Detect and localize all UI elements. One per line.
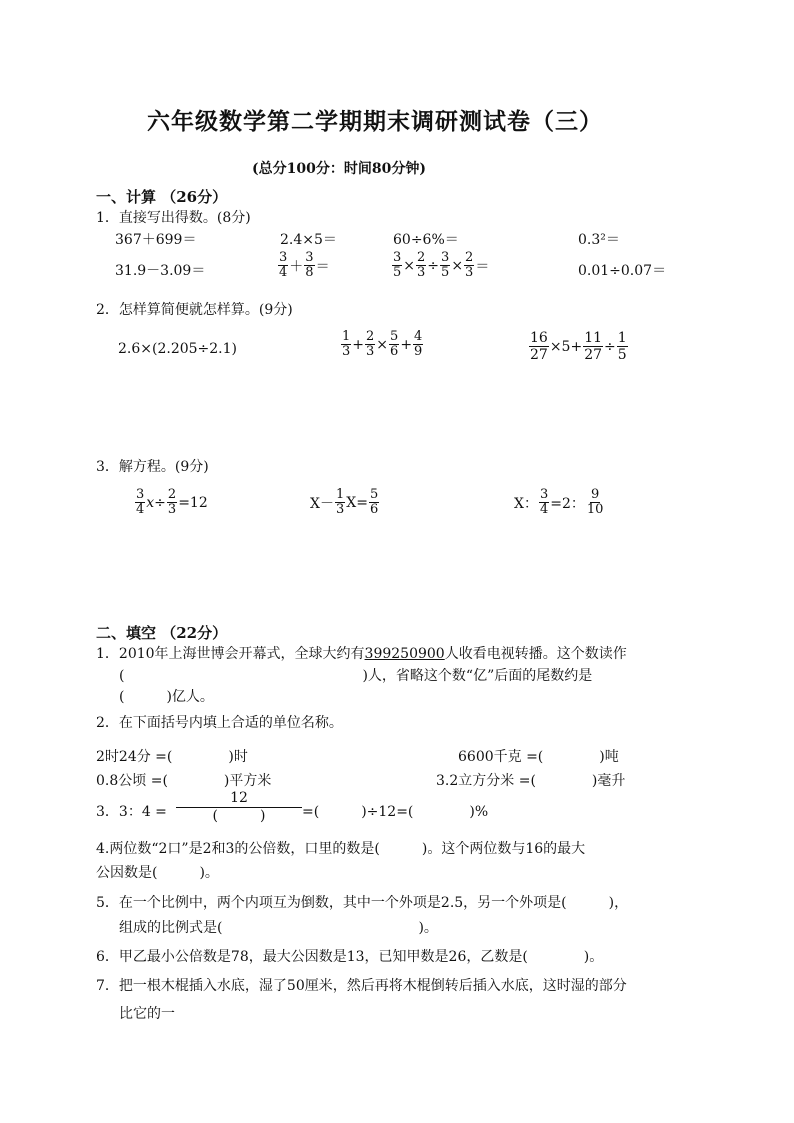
fill-q2-d: 3.2立方分米 =( )毫升 [436,773,626,789]
section2-heading: 二、填空 （22分） [96,624,228,642]
fraction: $\frac{1}{3}$ [335,487,345,517]
fill-q3-pre: 3．3：4 = [96,804,167,820]
fill-q5-line2: 组成的比例式是( )。 [119,920,438,936]
fill-q1-line2: ( )人，省略这个数“亿”后面的尾数约是 [119,668,593,684]
fraction: $\frac{4}{9}$ [414,329,423,359]
fill-q1-line3: ( )亿人。 [119,689,214,705]
q2-expr-1: 2.6×(2.205÷2.1) [118,341,237,357]
q1-item-7: $\frac{3}{5}$ × $\frac{2}{3}$ ÷ $\frac{3}{5}$ × $\frac{2}{3}$ ＝ [393,250,490,280]
fill-q5-line1: 5．在一个比例中，两个内项互为倒数，其中一个外项是2.5，另一个外项是( )， [96,895,629,911]
fill-q6: 6．甲乙最小公倍数是78，最大公因数是13，已知甲数是26，乙数是( )。 [96,949,604,965]
q1-item-5: 31.9－3.09＝ [115,263,206,279]
fraction: $\frac{9}{10}$ [586,487,604,517]
fill-q2-c: 0.8公顷 =( )平方米 [96,773,272,789]
fill-q7-line2: 比它的一 [119,1006,175,1022]
fill-q3-post: =( )÷12=( )% [302,804,489,820]
q3-equation-2: X－ $\frac{1}{3}$ X= $\frac{5}{6}$ [310,487,379,517]
q1-item-2: 2.4×5＝ [280,232,337,248]
q2-label: 2．怎样算简便就怎样算。(9分) [96,302,293,318]
fraction: $\frac{3}{5}$ [441,250,450,280]
population-number: 399250900 [364,646,445,662]
fraction: $\frac{3}{4}$ [539,487,549,517]
q1-item-6: $\frac{3}{4}$ ＋ $\frac{3}{8}$ ＝ [279,250,330,280]
fill-q1-line1: 1．2010年上海世博会开幕式，全球大约有399250900人收看电视转播。这个数读作 [96,646,627,662]
page-title: 六年级数学第二学期期末调研测试卷（三） [147,108,603,135]
q2-expr-3: $\frac{16}{27}$ ×5+ $\frac{11}{27}$ ÷ $\frac{1}{5}$ [530,330,627,363]
section1-heading: 一、计算 （26分） [96,188,228,206]
exam-info: (总分100分：时间80分钟) [252,161,426,177]
fraction: $\frac{1}{5}$ [617,330,627,363]
q3-label: 3．解方程。(9分) [96,459,209,475]
fill-q2-a: 2时24分 =( )时 [96,749,248,765]
fraction: $\frac{5}{6}$ [390,329,399,359]
fraction: $\frac{2}{3}$ [366,329,375,359]
fraction-numerator: 12 [176,790,302,808]
fraction-denominator: ( ) [212,808,266,824]
fraction: $\frac{1}{3}$ [342,329,351,359]
fraction: $\frac{3}{4}$ [136,487,145,517]
fill-q4-line2: 公因数是( )。 [96,865,219,881]
q3-equation-1: $\frac{3}{4}$ x÷ $\frac{2}{3}$ =12 [136,487,208,517]
fill-q2-label: 2．在下面括号内填上合适的单位名称。 [96,715,343,731]
fraction: $\frac{16}{27}$ [530,330,548,363]
fraction: $\frac{11}{27}$ [584,330,603,363]
q1-item-3: 60÷6%＝ [393,232,459,248]
q3-equation-3: X： $\frac{3}{4}$ =2： $\frac{9}{10}$ [514,487,604,517]
fill-q3-fraction [176,790,302,825]
fraction: $\frac{5}{6}$ [369,487,379,517]
fraction: $\frac{2}{3}$ [417,250,426,280]
q2-expr-2: $\frac{1}{3}$ + $\frac{2}{3}$ × $\frac{5}{6}$ + $\frac{4}{9}$ [342,329,423,359]
q1-item-4: 0.3²＝ [578,232,620,248]
q1-item-1: 367＋699＝ [115,232,197,248]
fraction: $\frac{3}{8}$ [305,250,314,280]
q1-item-8: 0.01÷0.07＝ [578,263,667,279]
fraction: $\frac{3}{4}$ [279,250,288,280]
fraction: $\frac{2}{3}$ [465,250,474,280]
fraction: $\frac{2}{3}$ [167,487,177,517]
fraction: $\frac{3}{5}$ [393,250,402,280]
fill-q4-line1: 4.两位数“2口”是2和3的公倍数，口里的数是( )。这个两位数与16的最大 [96,841,586,857]
fill-q2-b: 6600千克 =( )吨 [458,749,619,765]
q1-label: 1．直接写出得数。(8分) [96,210,251,226]
fill-q7-line1: 7．把一根木棍插入水底，湿了50厘米，然后再将木棍倒转后插入水底，这时湿的部分 [96,978,627,994]
